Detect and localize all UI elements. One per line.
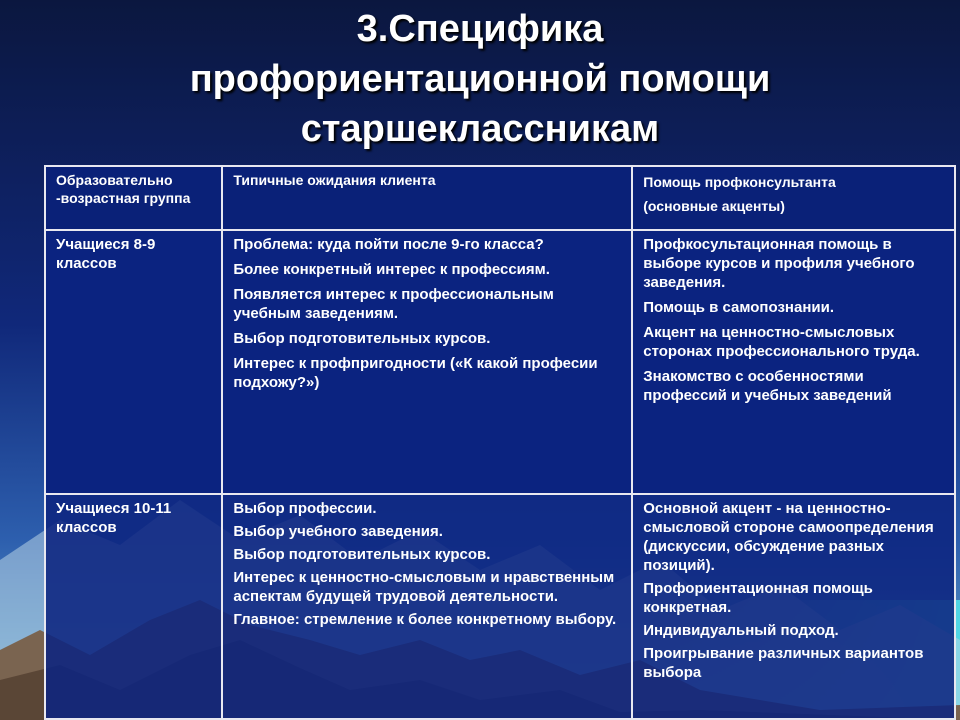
help-item: Профкосультационная помощь в выборе курсов и профиля учебного заведения.: [643, 236, 915, 291]
title-line-3: старшеклассникам: [300, 108, 660, 150]
expectations-cell: [222, 494, 632, 719]
help-item: Индивидуальный подход.: [643, 622, 839, 639]
expectation-item: Главное: стремление к более конкретному выбору.: [233, 611, 617, 628]
group-cell: Учащиеся 10-11 классов: [45, 494, 222, 719]
slide-title: [0, 4, 960, 154]
title-line-2: профориентационной помощи: [189, 58, 771, 100]
expectation-item: Выбор профессии.: [233, 500, 377, 517]
help-item: Акцент на ценностно-смысловых сторонах профессионального труда.: [643, 324, 920, 360]
expectations-cell: [222, 230, 632, 494]
table-row: [45, 494, 955, 719]
help-item: Помощь в самопознании.: [643, 299, 834, 316]
help-item: Основной акцент - на ценностно-смысловой стороне самоопределения (дискуссии, обсуждение разных позиций).: [643, 500, 934, 574]
expectation-item: Более конкретный интерес к профессиям.: [233, 261, 550, 278]
header-expectations: Типичные ожидания клиента: [222, 166, 632, 230]
expectation-item: Интерес к ценностно-смысловым и нравственным аспектам будущей трудовой деятельности.: [233, 569, 615, 605]
help-item: Знакомство с особенностями профессий и учебных заведений: [643, 368, 892, 404]
expectation-item: Проблема: куда пойти после 9-го класса?: [233, 236, 544, 253]
help-item: Проигрывание различных вариантов выбора: [643, 645, 924, 681]
help-cell: [632, 494, 955, 719]
career-guidance-table: [44, 165, 956, 720]
header-help-line-2: (основные акценты): [643, 198, 785, 214]
table-row: [45, 230, 955, 494]
header-help-line-1: Помощь профконсультанта: [643, 174, 836, 190]
title-line-1: 3.Специфика: [356, 8, 604, 50]
table-header-row: [45, 166, 955, 230]
expectation-item: Выбор подготовительных курсов.: [233, 330, 491, 347]
help-item: Профориентационная помощь конкретная.: [643, 580, 873, 616]
help-cell: [632, 230, 955, 494]
group-cell: Учащиеся 8-9 классов: [45, 230, 222, 494]
header-help: [632, 166, 955, 230]
expectation-item: Выбор подготовительных курсов.: [233, 546, 491, 563]
header-group: Образовательно -возрастная группа: [45, 166, 222, 230]
expectation-item: Выбор учебного заведения.: [233, 523, 443, 540]
expectation-item: Появляется интерес к профессиональным учебным заведениям.: [233, 286, 554, 322]
expectation-item: Интерес к профпригодности («К какой професии подхожу?»): [233, 355, 598, 391]
